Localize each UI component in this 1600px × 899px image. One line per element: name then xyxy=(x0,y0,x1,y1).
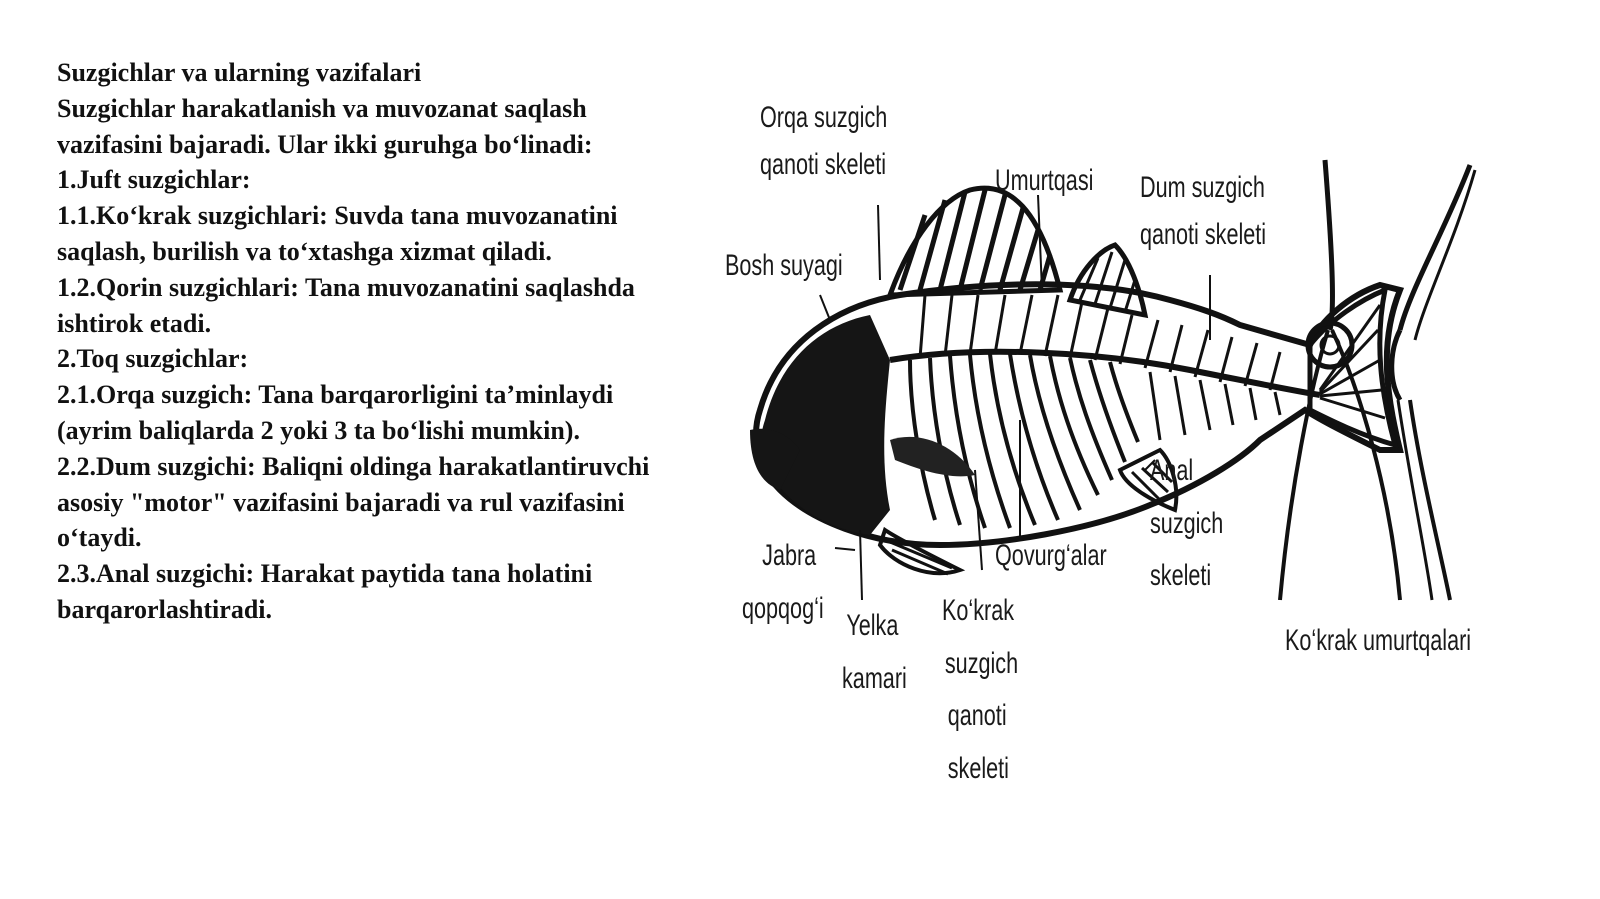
paragraph-intro: Suzgichlar harakatlanish va muvozanat saqlash vazifasini bajaradi. Ular ikki guruhga bo‘linadi: xyxy=(57,93,593,159)
label-kokrak-suzgich: Ko‘krak suzgich qanoti skeleti xyxy=(942,594,1019,785)
label-orqa-suzgich: Orqa suzgich qanoti skeleti xyxy=(760,101,888,181)
label-anal-suzgich: Anal suzgich skeleti xyxy=(1150,454,1224,592)
paragraph-qorin: 1.2.Qorin suzgichlari: Tana muvozanatini saqlashda ishtirok etadi. xyxy=(57,272,635,338)
text-block xyxy=(57,55,657,628)
paragraph-orqa: 2.1.Orqa suzgich: Tana barqarorligini ta’minlaydi (ayrim baliqlarda 2 yoki 3 ta bo‘lishi mumkin). xyxy=(57,380,614,445)
label-jabra-qopqogi: Jabra qopqog‘i xyxy=(742,539,824,625)
label-bosh-suyagi: Bosh suyagi xyxy=(725,249,843,282)
label-qovurgalar: Qovurg‘alar xyxy=(995,539,1107,572)
label-yelka-kamari: Yelka kamari xyxy=(842,609,907,695)
paragraph-kokrak: 1.1.Ko‘krak suzgichlari: Suvda tana muvozanatini saqlash, burilish va to‘xtashga xizmat qiladi. xyxy=(57,201,618,266)
fish-head-skull xyxy=(761,315,890,535)
label-umurtqasi: Umurtqasi xyxy=(995,164,1094,197)
paragraph-toq: 2.Toq suzgichlar: xyxy=(57,344,249,374)
fish-skeleton-figure xyxy=(720,90,1560,810)
paragraph-dum: 2.2.Dum suzgichi: Baliqni oldinga harakatlantiruvchi asosiy "motor" vazifasini bajaradi va rul vazifasini o‘taydi. xyxy=(57,451,650,553)
slide-heading: Suzgichlar va ularning vazifalari xyxy=(57,58,422,87)
paragraph-anal: 2.3.Anal suzgichi: Harakat paytida tana holatini barqarorlashtiradi. xyxy=(57,559,593,624)
paragraph-juft: 1.Juft suzgichlar: xyxy=(57,165,251,195)
label-dum-suzgich: Dum suzgich qanoti skeleti xyxy=(1140,171,1267,251)
label-kokrak-umurtqalari: Ko‘krak umurtqalari xyxy=(1285,624,1472,657)
